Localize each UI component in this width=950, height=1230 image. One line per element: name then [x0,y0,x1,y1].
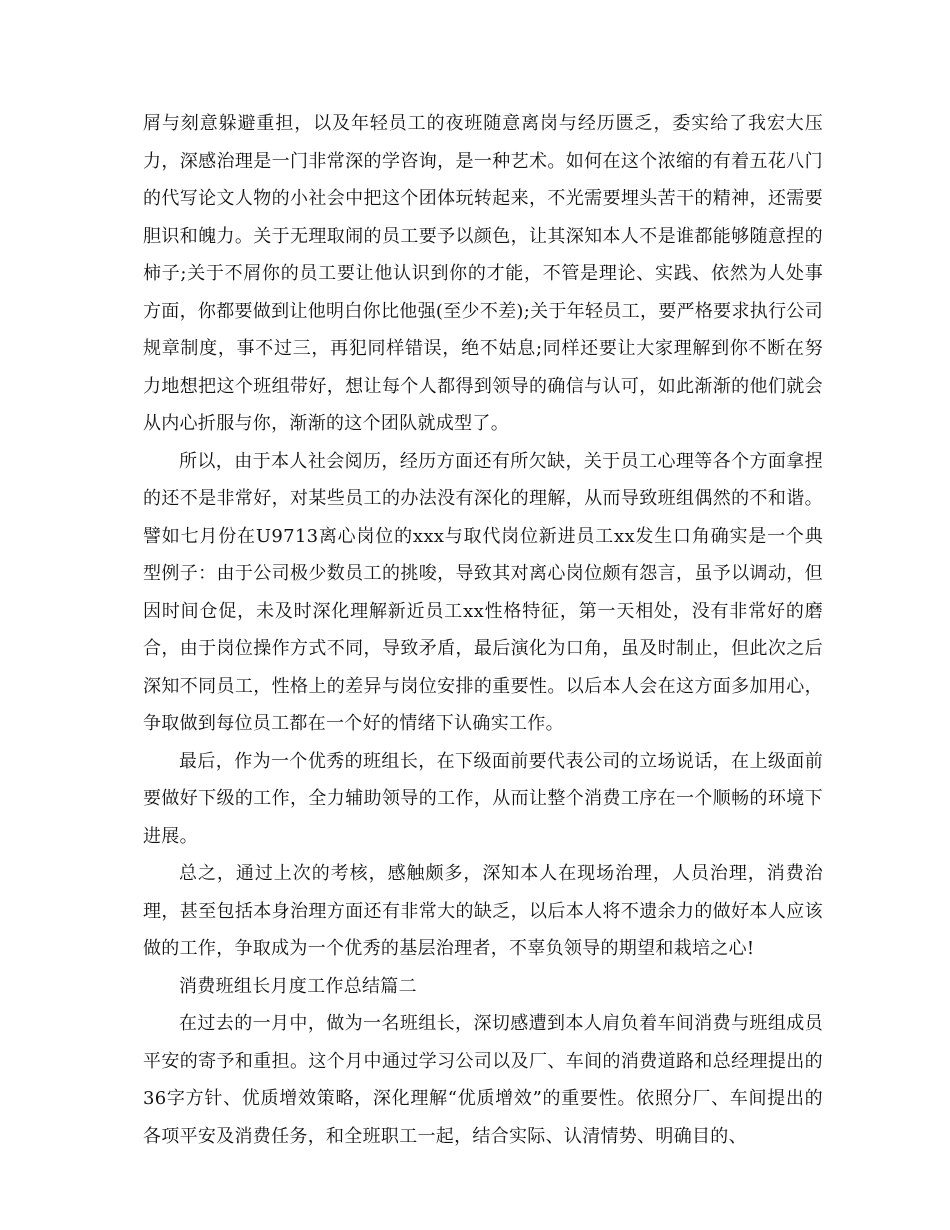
paragraph-role: 最后，作为一个优秀的班组长，在下级面前要代表公司的立场说话，在上级面前要做好下级的工作，全力辅助领导的工作，从而让整个消费工序在一个顺畅的环境下进展。 [143,750,823,847]
paragraph-conclusion: 总之，通过上次的考核，感触颇多，深知本人在现场治理，人员治理，消费治理，甚至包括本身治理方面还有非常大的缺乏，以后本人将不遗余力的做好本人应该做的工作，争取成为一个优秀的基层治理者，不辜负领导的期望和栽培之心! [143,863,823,959]
paragraph-continued: 屑与刻意躲避重担，以及年轻员工的夜班随意离岗与经历匮乏，委实给了我宏大压力，深感治理是一门非常深的学咨询，是一种艺术。如何在这个浓缩的有着五花八门的代写论文人物的小社会中把这个团体玩转起来，不光需要埋头苦干的精神，还需要胆识和魄力。关于无理取闹的员工要予以颜色，让其深知本人不是谁都能够随意捏的柿子;关于不屑你的员工要让他认识到你的才能，不管是理论、实践、依然为人处事方面，你都要做到让他明白你比他强(至少不差);关于年轻员工，要严格要求执行公司规章制度，事不过三，再犯同样错误，绝不姑息;同样还要让大家理解到你不断在努力地想把这个班组带好，想让每个人都得到领导的确信与认可，如此渐渐的他们就会从内心折服与你，渐渐的这个团队就成型了。 [143,113,823,434]
document-body [143,105,823,1155]
paragraph-experience: 所以，由于本人社会阅历，经历方面还有所欠缺，关于员工心理等各个方面拿捏的还不是非常好，对某些员工的办法没有深化的理解，从而导致班组偶然的不和谐。譬如七月份在U9713离心岗位的xxx与取代岗位新进员工xx发生口角确实是一个典型例子：由于公司极少数员工的挑唆，导致其对离心岗位颇有怨言，虽予以调动，但因时间仓促，未及时深化理解新近员工xx性格特征，第一天相处，没有非常好的磨合，由于岗位操作方式不同，导致矛盾，最后演化为口角，虽及时制止，但此次之后深知不同员工，性格上的差异与岗位安排的重要性。以后本人会在这方面多加用心，争取做到每位员工都在一个好的情绪下认确实工作。 [143,450,823,734]
paragraph-part-two-intro: 在过去的一月中，做为一名班组长，深切感遭到本人肩负着车间消费与班组成员平安的寄予和重担。这个月中通过学习公司以及厂、车间的消费道路和总经理提出的36字方针、优质增效策略，深化理解“优质增效”的重要性。依照分厂、车间提出的各项平安及消费任务，和全班职工一起，结合实际、认清情势、明确目的、 [143,1013,823,1147]
section-heading: 消费班组长月度工作总结篇二 [179,975,417,997]
